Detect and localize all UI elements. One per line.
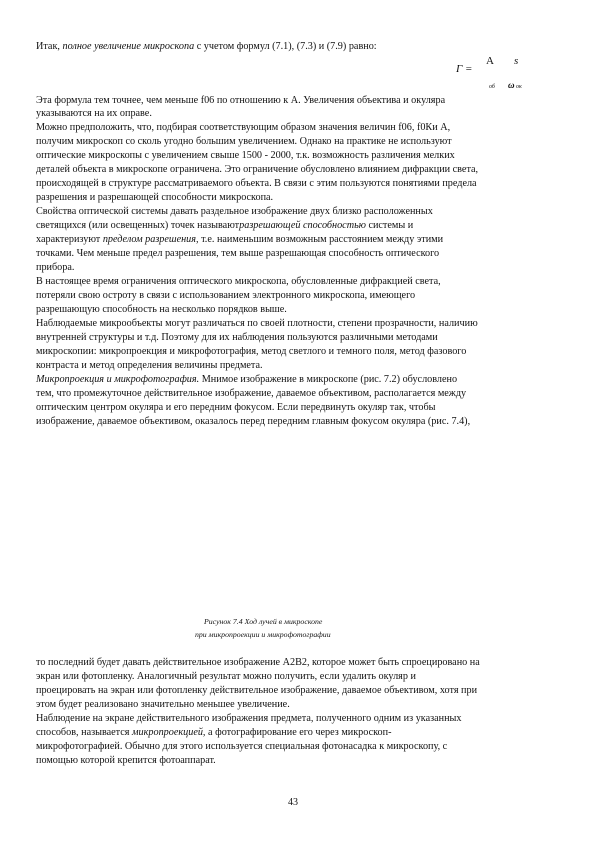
text-line: Наблюдение на экране действительного изображения предмета, полученного одним из указанных [36, 713, 462, 724]
text-line: потеряли свою остроту в связи с использованием электронного микроскопа, имеющего [36, 290, 416, 301]
text-line [36, 374, 457, 386]
text-line: то последний будет давать действительное изображение А2В2, которое может быть спроецировано на [36, 657, 480, 668]
text-line: оптические микроскопы с увеличением свыше 1500 - 2000, т.к. возможность различения мелких [36, 150, 455, 161]
page-number: 43 [288, 797, 298, 808]
text-line: указываются на их оправе. [36, 108, 152, 119]
text-run: а фотографирование его через микроскоп- [205, 727, 392, 738]
formula-den-left: об [489, 84, 495, 90]
figure-caption-line-1: Рисунок 7.4 Ход лучей в микроскопе [204, 617, 323, 626]
intro-line [36, 41, 377, 53]
intro-prefix: Итак, [36, 41, 63, 52]
text-run: светящихся (или освещенных) точек называют [36, 220, 240, 231]
text-line: оптическим центром окуляра и его передним фокусом. Если передвинуть окуляр так, чтобы [36, 402, 436, 413]
text-run: т.е. наименьшим возможным расстоянием между этими [198, 234, 444, 245]
formula-lhs: Г = [456, 63, 473, 75]
formula-den-mid: ω [508, 80, 515, 90]
text-line [36, 727, 392, 739]
text-line: происходящей в структуре рассматриваемого объекта. В связи с этим пользуются понятиями предела [36, 178, 477, 189]
term-microprojection: микропроекцией, [132, 727, 206, 738]
text-run: характеризуют [36, 234, 103, 245]
figure-caption-line-2: при микропроекции и микрофотографии [195, 630, 331, 639]
text-line: точками. Чем меньше предел разрешения, тем выше разрешающая способность оптического [36, 248, 440, 259]
intro-suffix: с учетом формул (7.1), (7.3) и (7.9) равно: [194, 41, 377, 52]
text-line: деталей объекта в микроскопе ограничена. Это ограничение обусловлено влиянием дифракции света, [36, 164, 479, 175]
text-line: проецировать на экран или фотопленку действительное изображение, даваемое объективом, хотя при [36, 685, 478, 696]
text-line: Наблюдаемые микрообъекты могут различаться по своей плотности, степени прозрачности, наличию [36, 318, 478, 329]
text-run: системы и [365, 220, 414, 231]
text-line: тем, что промежуточное действительное изображение, даваемое объективом, располагается между [36, 388, 467, 399]
text-line: Эта формула тем точнее, чем меньше f06 по отношению к А. Увеличения объектива и окуляра [36, 95, 446, 106]
text-line: экран или фотопленку. Аналогичный результат можно получить, если удалить окуляр и [36, 671, 416, 682]
text-line: изображение, даваемое объективом, оказалось перед передним главным фокусом окуляра (рис. 7.4), [36, 416, 471, 427]
term-resolving-power: разрешающей способностью [239, 220, 366, 231]
section-heading: Микропроекция и микрофотография. [36, 374, 200, 385]
text-line: разрешающую способность на несколько порядков выше. [36, 304, 287, 315]
text-line: микроскопии: микропроекция и микрофотография, метод светлого и темного поля, метод фазового [36, 346, 467, 357]
text-line: Можно предположить, что, подбирая соответствующим образом значения величин f06, f0Ки А, [36, 122, 451, 133]
text-line: этом будет реализовано значительно меньшее увеличение. [36, 699, 290, 710]
text-line: контраста и метод определения величины предмета. [36, 360, 263, 371]
text-run: способов, называется [36, 727, 133, 738]
text-line: В настоящее время ограничения оптического микроскопа, обусловленные дифракцией света, [36, 276, 441, 287]
formula-num-a: A [486, 55, 494, 67]
formula-num-s: s [514, 55, 519, 67]
text-line [36, 220, 413, 232]
figure-area [36, 432, 556, 612]
text-line: внутренней структуры и т.д. Поэтому для их наблюдения пользуются различными методами [36, 332, 438, 343]
text-line: микрофотографией. Обычно для этого используется специальная фотонасадка к микроскопу, с [36, 741, 448, 752]
term-resolution-limit: пределом разрешения, [102, 234, 199, 245]
text-line: помощью которой крепится фотоаппарат. [36, 755, 216, 766]
text-line: прибора. [36, 262, 75, 273]
text-line: разрешения и разрешающей способности микроскопа. [36, 192, 274, 203]
text-line [36, 234, 443, 246]
text-line: получим микроскоп со сколь угодно большим увеличением. Однако на практике не используют [36, 136, 452, 147]
intro-term: полное увеличение микроскопа [62, 41, 195, 52]
text-line: Свойства оптической системы давать раздельное изображение двух близко расположенных [36, 206, 433, 217]
text-run: Мнимое изображение в микроскопе (рис. 7.2) обусловлено [199, 374, 458, 385]
formula-den-right: ок [516, 84, 522, 90]
